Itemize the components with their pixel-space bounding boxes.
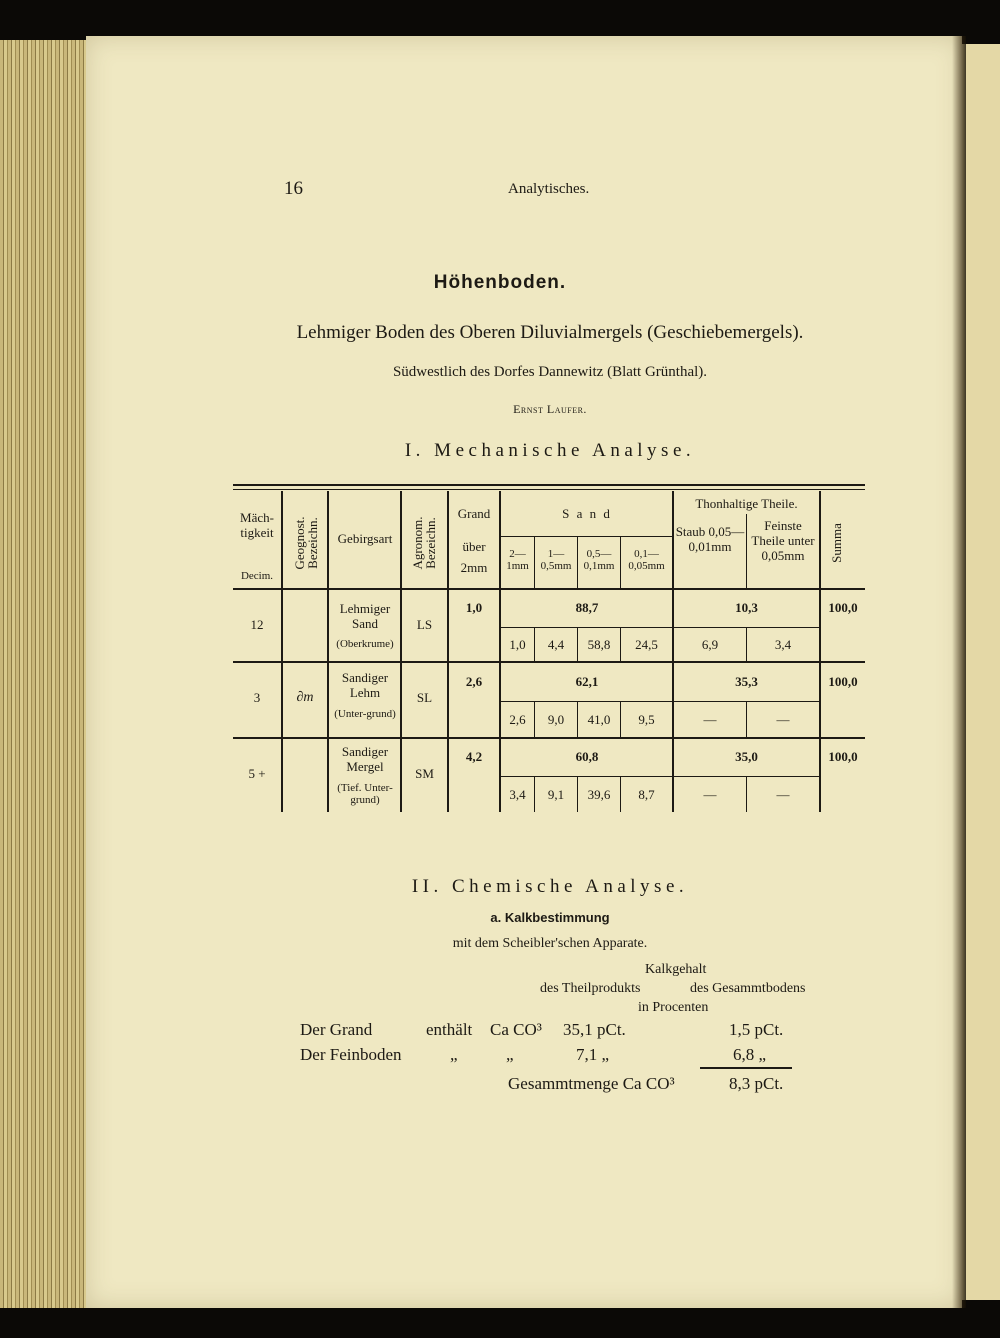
header-grand: Grand [457, 506, 491, 521]
kalk-total-label: Gesammtmenge Ca CO³ [508, 1074, 675, 1093]
row1-gebirgsart-note: (Oberkrume) [336, 638, 394, 650]
header-sand-3: 0,5— 0,1mm [583, 548, 615, 572]
header-sand-2: 1— 0,5mm [540, 548, 572, 572]
row1-sand-3: 58,8 [587, 637, 611, 652]
theilprodukt-header: des Theilprodukts [540, 981, 641, 996]
row1-agronom: LS [416, 617, 433, 632]
row3-sand-3: 39,6 [587, 787, 611, 802]
kalk-row2-formula: „ [506, 1045, 514, 1064]
row3-mid-rule [500, 776, 820, 777]
row2-sand-1: 2,6 [509, 712, 526, 727]
row3-sand-2: 9,1 [547, 787, 565, 802]
subsection-kalkbestimmung: a. Kalkbestimmung [490, 910, 610, 925]
header-maechtigkeit: Mäch-tigkeit [240, 510, 274, 540]
table-top-rule-2 [233, 489, 865, 490]
header-geognost: Geognost. Bezeichn. [292, 516, 320, 570]
header-decim: Decim. [240, 570, 274, 582]
row3-summa: 100,0 [828, 749, 858, 764]
row3-grand: 4,2 [465, 749, 483, 764]
sand-header-rule [500, 536, 672, 537]
kalk-row2-name: Der Feinboden [300, 1045, 402, 1064]
page-title: Höhenboden. [433, 272, 567, 293]
row2-gebirgsart-note: (Unter-grund) [334, 708, 396, 720]
row1-sand-2: 4,4 [547, 637, 565, 652]
apparatus-line: mit dem Scheibler'schen Apparate. [452, 936, 648, 951]
kalk-total-value: 8,3 pCt. [729, 1074, 784, 1093]
location-line: Südwestlich des Dorfes Dannewitz (Blatt Grünthal). [392, 364, 708, 380]
geognost-value: ∂m [296, 690, 314, 705]
subtitle: Lehmiger Boden des Oberen Diluvialmergels (Geschiebemergels). [296, 322, 804, 343]
kalk-row2-theil: 7,1 „ [576, 1045, 610, 1064]
table-top-rule [233, 484, 865, 486]
gesammtboden-header: des Gesammtbodens [690, 981, 806, 996]
row2-staub: — [703, 712, 717, 727]
row1-feinste: 3,4 [774, 637, 792, 652]
header-gebirgsart: Gebirgsart [337, 531, 393, 546]
row2-thon-total: 35,3 [735, 674, 758, 689]
book-gutter [952, 36, 966, 1308]
row2-mid-rule [500, 701, 820, 702]
row1-summa: 100,0 [828, 600, 858, 615]
header-feinste: Feinste Theile unter 0,05mm [751, 518, 815, 563]
row1-mid-rule [500, 627, 820, 628]
row3-depth: 5 + [248, 766, 266, 781]
next-page-edge [962, 44, 1000, 1300]
row2-grand: 2,6 [465, 674, 483, 689]
header-agronom: Agronom. Bezeichn. [410, 516, 438, 570]
running-head: Analytisches. [508, 181, 590, 197]
header-sand-4: 0,1— 0,05mm [628, 548, 665, 572]
header-grand-size: 2mm [460, 560, 488, 575]
section-chemical-title: II. Chemische Analyse. [411, 876, 689, 897]
kalk-row1-theil: 35,1 pCt. [563, 1020, 626, 1039]
row2-sand-4: 9,5 [638, 712, 655, 727]
kalk-row1-gesammt: 1,5 pCt. [729, 1020, 784, 1039]
row3-agronom: SM [415, 766, 434, 781]
row1-sand-total: 88,7 [575, 600, 599, 615]
kalk-row2-gesammt: 6,8 „ [733, 1045, 767, 1064]
row2-summa: 100,0 [828, 674, 858, 689]
kalk-row1-formula: Ca CO³ [490, 1020, 542, 1039]
row1-depth: 12 [250, 617, 264, 632]
row2-sand-total: 62,1 [575, 674, 599, 689]
row1-gebirgsart: Lehmiger Sand [339, 601, 391, 631]
header-sand: S a n d [562, 506, 612, 521]
procenten-header: in Procenten [638, 1000, 709, 1015]
col-rule-1 [281, 491, 283, 812]
row1-sand-1: 1,0 [509, 637, 526, 652]
row3-thon-total: 35,0 [735, 749, 758, 764]
header-staub: Staub 0,05— 0,01mm [675, 524, 745, 554]
row2-feinste: — [776, 712, 790, 727]
row1-sand-4: 24,5 [635, 637, 658, 652]
sum-rule [700, 1067, 792, 1069]
row2-depth: 3 [253, 690, 261, 705]
kalk-row1-name: Der Grand [300, 1020, 373, 1039]
mechanical-analysis-table [233, 484, 865, 812]
row3-gebirgsart: Sandiger Mergel [341, 744, 389, 774]
row3-feinste: — [776, 787, 790, 802]
kalkgehalt-header: Kalkgehalt [645, 962, 707, 977]
author-line: Ernst Laufer. [513, 402, 587, 416]
row3-staub: — [703, 787, 717, 802]
header-summa: Summa [829, 523, 844, 563]
header-thonhaltige: Thonhaltige Theile. [695, 496, 798, 511]
header-ueber: über [462, 539, 486, 554]
row1-thon-total: 10,3 [735, 600, 758, 615]
row2-sand-2: 9,0 [547, 712, 565, 727]
row2-gebirgsart: Sandiger Lehm [341, 670, 389, 700]
row3-sand-1: 3,4 [509, 787, 526, 802]
row2-sand-3: 41,0 [587, 712, 611, 727]
section-mechanical-title: I. Mechanische Analyse. [404, 440, 696, 461]
row2-agronom: SL [416, 690, 433, 705]
kalk-row2-verb: „ [450, 1045, 458, 1064]
row3-sand-total: 60,8 [575, 749, 599, 764]
book-page-edges [0, 40, 92, 1308]
row3-gebirgsart-note: (Tief. Unter-grund) [337, 782, 393, 806]
kalk-row1-verb: enthält [426, 1020, 473, 1039]
row3-sand-4: 8,7 [638, 787, 655, 802]
row1-staub: 6,9 [701, 637, 719, 652]
page-number: 16 [284, 178, 303, 199]
header-sand-1: 2— 1mm [506, 548, 529, 572]
row1-grand: 1,0 [465, 600, 483, 615]
